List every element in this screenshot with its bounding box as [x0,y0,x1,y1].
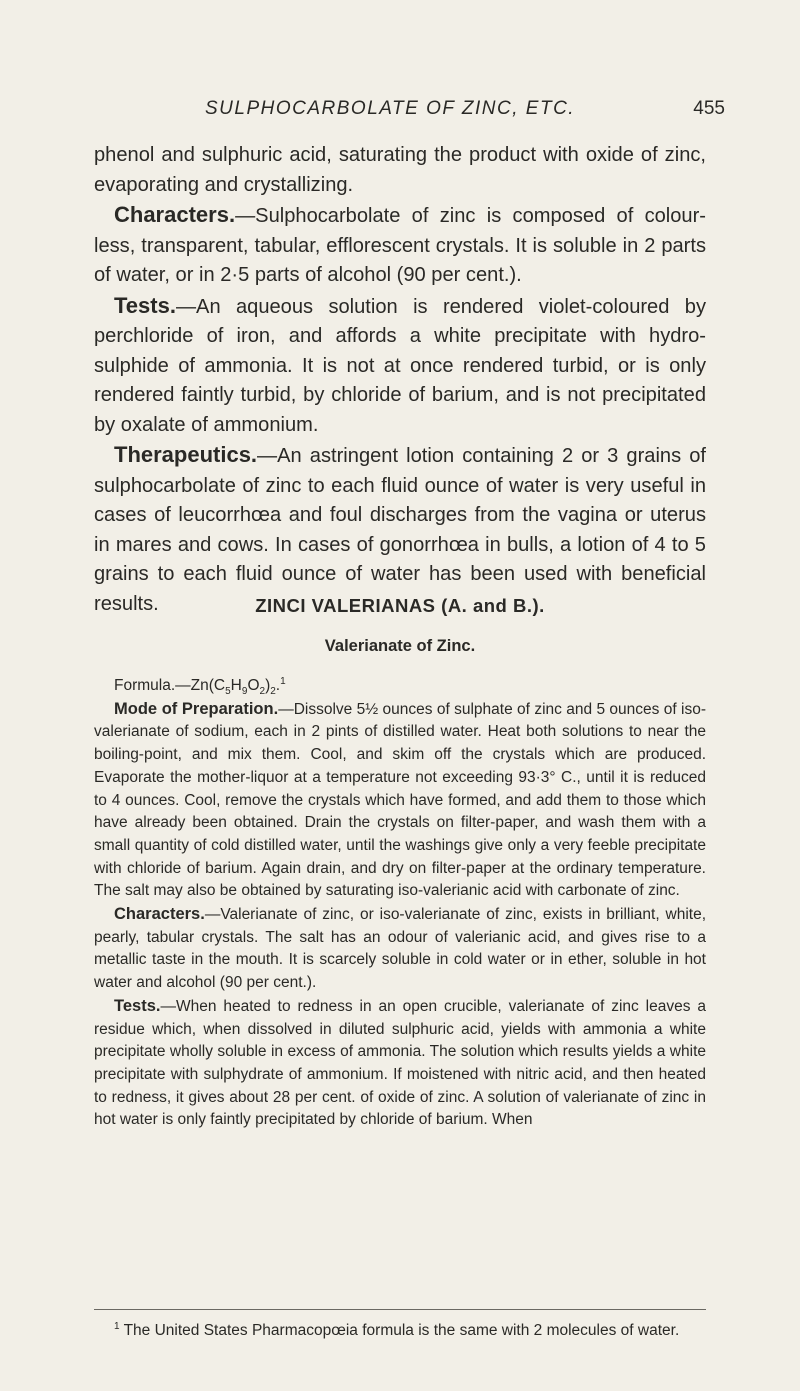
formula-heading: Formula. [114,677,176,694]
footnote-divider [94,1309,706,1310]
therapeutics-heading: Therapeutics. [114,442,258,467]
intro-paragraph [94,141,706,200]
formula-o: O [247,677,260,694]
valerianate-section [94,675,706,1132]
valerianate-tests-heading: Tests. [114,996,161,1015]
tests-paragraph [94,291,706,441]
footnote-text: The United States Pharmacopœia formula is the same with 2 molecules of water. [119,1322,680,1339]
formula-paragraph [94,675,706,698]
therapeutics-text: —An astringent lotion containing 2 or 3 grains of sulphocarbolate of zinc to each fluid ounce of water is very useful in cases of leucorrhœa and foul discharges from the vagina or uterus in mares and cows. In cases of gonorrhœa in bulls, a lotion of 4 to 5 grains to each fluid ounce of water has been used with beneficial results. [94,445,706,615]
footnote-reference: 1 [280,675,286,687]
valerianate-tests-text: —When heated to redness in an open crucible, valerianate of zinc leaves a residue which, when dissolved in diluted sulphuric acid, yields with ammonia a white precipitate wholly soluble in excess of ammonia. The solution which results yields a white precipitate with sulphydrate of ammonium. If moistened with nitric acid, and then heated to redness, it gives about 28 per cent. of oxide of zinc. A solution of valerianate of zinc in hot water is only faintly precipitated by chloride of barium. When [94,997,706,1129]
therapeutics-paragraph [94,440,706,619]
formula-sub-h: 9 [241,686,248,698]
formula-close: ) [265,677,271,694]
preparation-paragraph [94,698,706,903]
valerianate-characters-text: —Valerianate of zinc, or iso-valerianate of zinc, exists in brilliant, white, pearly, tabular crystals. The salt has an odour of valerianic acid, and gives rise to a metallic taste in the mouth. It is scarcely soluble in cold water or in ether, soluble in hot water and alcohol (90 per cent.). [94,906,706,992]
characters-paragraph [94,200,706,291]
tests-text: —An aqueous solution is rendered violet-coloured by perchloride of iron, and affords a white precipitate with hydro-sulphide of ammonia. It is not at once rendered turbid, or is only rendered faintly turbid, by chloride of barium, and is not precipitated by oxalate of ammonium. [94,295,706,436]
page-header [205,98,725,128]
sulphocarbolate-section [94,141,706,619]
formula-sub-outer: 2 [270,686,276,698]
tests-heading: Tests. [114,292,176,318]
formula-sub-o: 2 [259,686,266,698]
characters-heading: Characters. [114,202,236,227]
intro-text: phenol and sulphuric acid, saturating the product with oxide of zinc, evaporating and crystallizing. [94,144,706,196]
valerianate-tests-paragraph [94,995,706,1132]
formula-h: H [230,677,242,694]
preparation-heading: Mode of Preparation. [114,699,279,718]
valerianate-characters-paragraph [94,903,706,995]
footnote-marker: 1 [114,1320,120,1332]
page-number: 455 [693,98,725,119]
section-subtitle: Valerianate of Zinc. [324,637,476,655]
preparation-text: —Dissolve 5½ ounces of sulphate of zinc and 5 ounces of iso-valerianate of sodium, each in 2 pints of distilled water. Heat both solutions to near the boiling-point, and mix them. Cool, and skim off the crystals which are produced. Evaporate the mother-liquor at a temperature not exceeding 93·3° C., until it is reduced to 4 ounces. Cool, remove the crystals which have formed, and add them to those which have already been obtained. Drain the crystals on filter-paper, and wash them with a small quantity of cold distilled water, until the washings give only a very feeble precipitate with chloride of barium. Again drain, and dry on filter-paper at the ordinary temperature. The salt may also be obtained by saturating iso-valerianic acid with carbonate of zinc. [94,700,706,900]
characters-text: —Sulphocarbolate of zinc is composed of colour-less, transparent, tabular, efflorescent crystals. It is soluble in 2 parts of water, or in 2·5 parts of alcohol (90 per cent.). [94,205,706,286]
valerianate-characters-heading: Characters. [114,905,205,924]
formula-suffix: . [275,677,281,694]
section-title: ZINCI VALERIANAS (A. and B.). [255,595,545,616]
formula-sub-c: 5 [225,686,231,698]
running-head: SULPHOCARBOLATE OF ZINC, ETC. [205,98,576,119]
formula-prefix: —Zn(C [175,677,226,694]
footnote [94,1320,706,1343]
